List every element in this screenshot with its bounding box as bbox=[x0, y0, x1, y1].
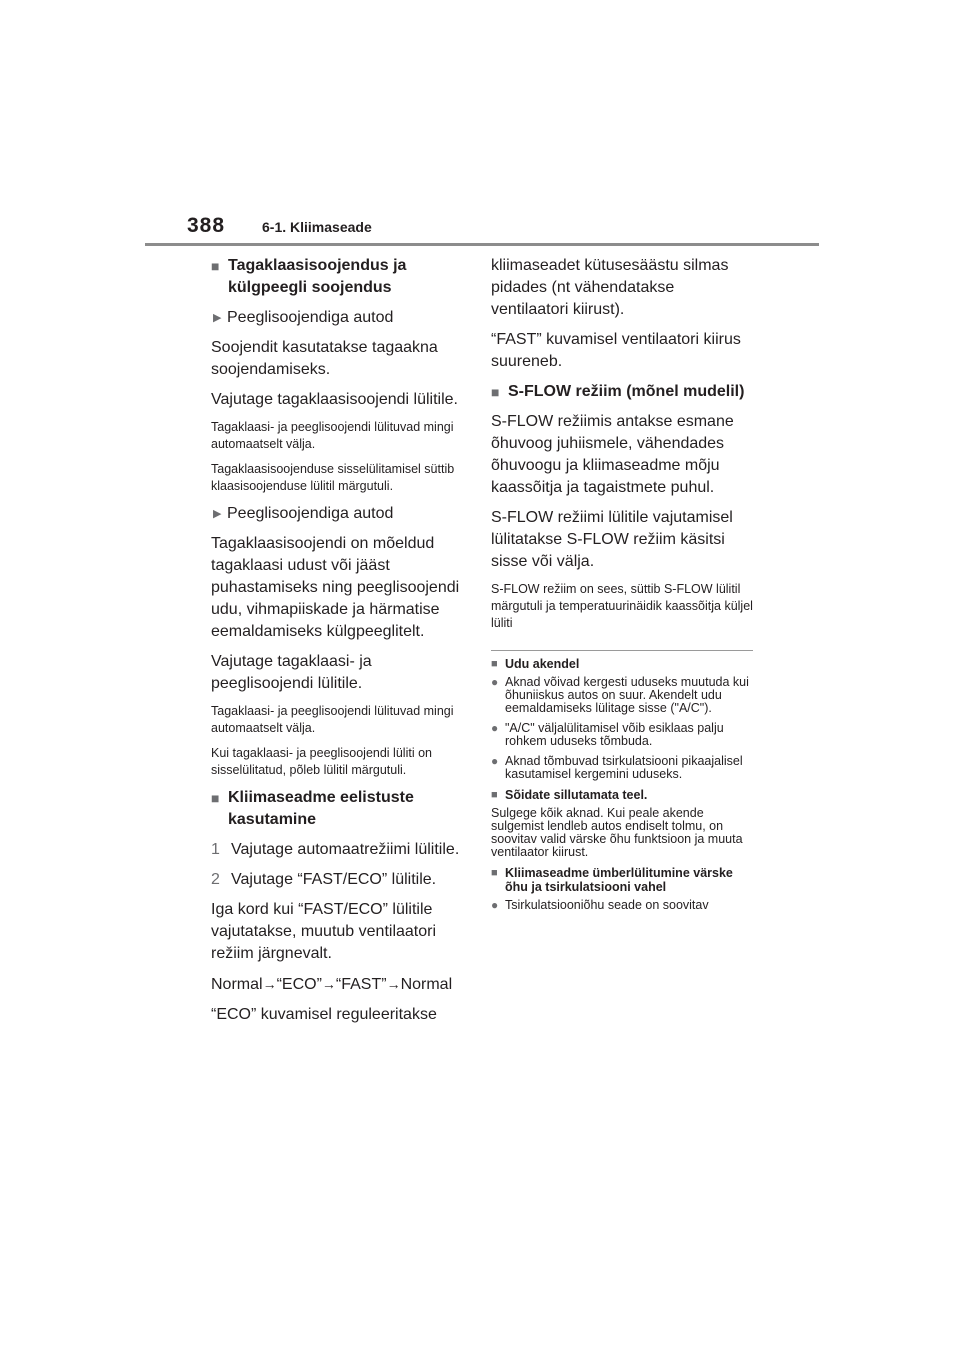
square-bullet-icon: ■ bbox=[491, 384, 500, 400]
paragraph: Iga kord kui “FAST/ECO” lülitile vajutatakse, muutub ventilaatori režiim järgnevalt. bbox=[211, 901, 437, 962]
note-heading-text: Kliimaseadme ümberlülitumine värske õhu ja tsirkulatsiooni vahel bbox=[505, 866, 733, 894]
step-text: Vajutage automaatrežiimi lülitile. bbox=[231, 841, 460, 858]
arrow-right-icon: → bbox=[386, 976, 401, 992]
heading-text: Tagaklaasisoojendus ja külgpeegli soojendus bbox=[228, 257, 407, 296]
small-note: S-FLOW režiim on sees, süttib S-FLOW lülitil märgutuli ja temperatuurinäidik kaassõitja küljel lüliti bbox=[491, 582, 753, 630]
subheading-mirror-heater bbox=[213, 307, 469, 329]
heading-s-flow bbox=[491, 381, 753, 403]
circle-bullet-icon: ● bbox=[491, 721, 499, 735]
step-item bbox=[211, 839, 469, 861]
notes-divider bbox=[491, 650, 753, 651]
small-note: Tagaklaasi- ja peeglisoojendi lülituvad mingi automaatselt välja. bbox=[211, 420, 454, 451]
heading-rear-window-defogger bbox=[211, 255, 469, 299]
sequence-item: Normal bbox=[211, 976, 263, 993]
bullet-text: "A/C" väljalülitamisel võib esiklaas palju rohkem uduseks tõmbuda. bbox=[505, 721, 724, 748]
circle-bullet-icon: ● bbox=[491, 675, 499, 689]
paragraph: Vajutage tagaklaasi- ja peeglisoojendi lülitile. bbox=[211, 653, 372, 692]
bullet-text: Tsirkulatsiooniõhu seade on soovitav bbox=[505, 898, 709, 912]
note-heading-text: Sõidate sillutamata teel. bbox=[505, 788, 648, 802]
section-title: 6-1. Kliimaseade bbox=[262, 219, 372, 235]
sequence-item: “FAST” bbox=[335, 976, 387, 993]
bullet-text: Aknad tõmbuvad tsirkulatsiooni pikaajalisel kasutamisel kergemini uduseks. bbox=[505, 754, 743, 781]
bullet-item bbox=[491, 676, 753, 715]
note-heading bbox=[491, 788, 753, 802]
sequence-item: Normal bbox=[400, 976, 453, 993]
square-bullet-icon: ■ bbox=[211, 258, 220, 274]
paragraph: “FAST” kuvamisel ventilaatori kiirus suureneb. bbox=[491, 331, 741, 370]
left-column bbox=[211, 255, 469, 1034]
square-bullet-icon: ■ bbox=[491, 658, 498, 670]
mode-sequence bbox=[211, 973, 469, 996]
paragraph: kliimaseadet kütusesäästu silmas pidades (nt vähendatakse ventilaatori kiirust). bbox=[491, 257, 729, 318]
note-heading bbox=[491, 657, 753, 671]
subheading-mirror-heater bbox=[213, 503, 469, 525]
step-item bbox=[211, 869, 469, 891]
step-number: 2 bbox=[211, 871, 220, 888]
note-heading bbox=[491, 866, 753, 894]
bullet-item bbox=[491, 722, 753, 748]
triangle-bullet-icon: ▶ bbox=[213, 312, 222, 324]
bullet-item bbox=[491, 755, 753, 781]
paragraph: Vajutage tagaklaasisoojendi lülitile. bbox=[211, 391, 458, 408]
small-note: Tagaklaasisoojenduse sisselülitamisel süttib klaasisoojenduse lülitil märgutuli. bbox=[211, 462, 455, 493]
triangle-bullet-icon: ▶ bbox=[213, 508, 222, 520]
note-body: Sulgege kõik aknad. Kui peale akende sulgemist lendleb autos endiselt tolmu, on soovitav valid värske õhu funktsioon ja muuta ventilaator kiirust. bbox=[491, 806, 743, 859]
subheading-text: Peeglisoojendiga autod bbox=[227, 309, 394, 326]
small-note: Kui tagaklaasi- ja peeglisoojendi lüliti on sisselülitatud, põleb lülitil märgutuli. bbox=[211, 746, 432, 777]
heading-text: S-FLOW režiim (mõnel mudelil) bbox=[508, 383, 745, 400]
square-bullet-icon: ■ bbox=[491, 867, 498, 879]
small-note: Tagaklaasi- ja peeglisoojendi lülituvad mingi automaatselt välja. bbox=[211, 704, 454, 735]
bullet-item bbox=[491, 899, 753, 912]
heading-climate-preferences bbox=[211, 787, 469, 831]
square-bullet-icon: ■ bbox=[211, 790, 220, 806]
page-number: 388 bbox=[187, 214, 226, 237]
subheading-text: Peeglisoojendiga autod bbox=[227, 505, 394, 522]
circle-bullet-icon: ● bbox=[491, 898, 499, 912]
circle-bullet-icon: ● bbox=[491, 754, 499, 768]
step-number: 1 bbox=[211, 841, 220, 858]
arrow-right-icon: → bbox=[262, 976, 277, 992]
header-divider bbox=[145, 243, 819, 246]
paragraph: S-FLOW režiimis antakse esmane õhuvoog juhiismele, vähendades õhuvoogu ja kliimaseadme mõju kaassõitja ja tagaistmete puhul. bbox=[491, 413, 734, 496]
paragraph: S-FLOW režiimi lülitile vajutamisel lülitatakse S-FLOW režiim käsitsi sisse või välja. bbox=[491, 509, 733, 570]
right-column bbox=[491, 255, 753, 919]
paragraph: “ECO” kuvamisel reguleeritakse bbox=[211, 1006, 437, 1023]
arrow-right-icon: → bbox=[321, 976, 336, 992]
heading-text: Kliimaseadme eelistuste kasutamine bbox=[228, 789, 414, 828]
square-bullet-icon: ■ bbox=[491, 789, 498, 801]
sequence-item: “ECO” bbox=[276, 976, 322, 993]
paragraph: Soojendit kasutatakse tagaakna soojendamiseks. bbox=[211, 339, 438, 378]
step-text: Vajutage “FAST/ECO” lülitile. bbox=[231, 871, 437, 888]
paragraph: Tagaklaasisoojendi on mõeldud tagaklaasi udust või jääst puhastamiseks ning peeglisoojendi udu, vihmapiiskade ja härmatise eemaldamiseks külgpeeglitelt. bbox=[211, 535, 460, 640]
note-heading-text: Udu akendel bbox=[505, 657, 580, 671]
bullet-text: Aknad võivad kergesti uduseks muutuda kui õhuniiskus autos on suur. Akendelt udu eemaldamiseks lülitage sisse ("A/C"). bbox=[505, 675, 749, 715]
